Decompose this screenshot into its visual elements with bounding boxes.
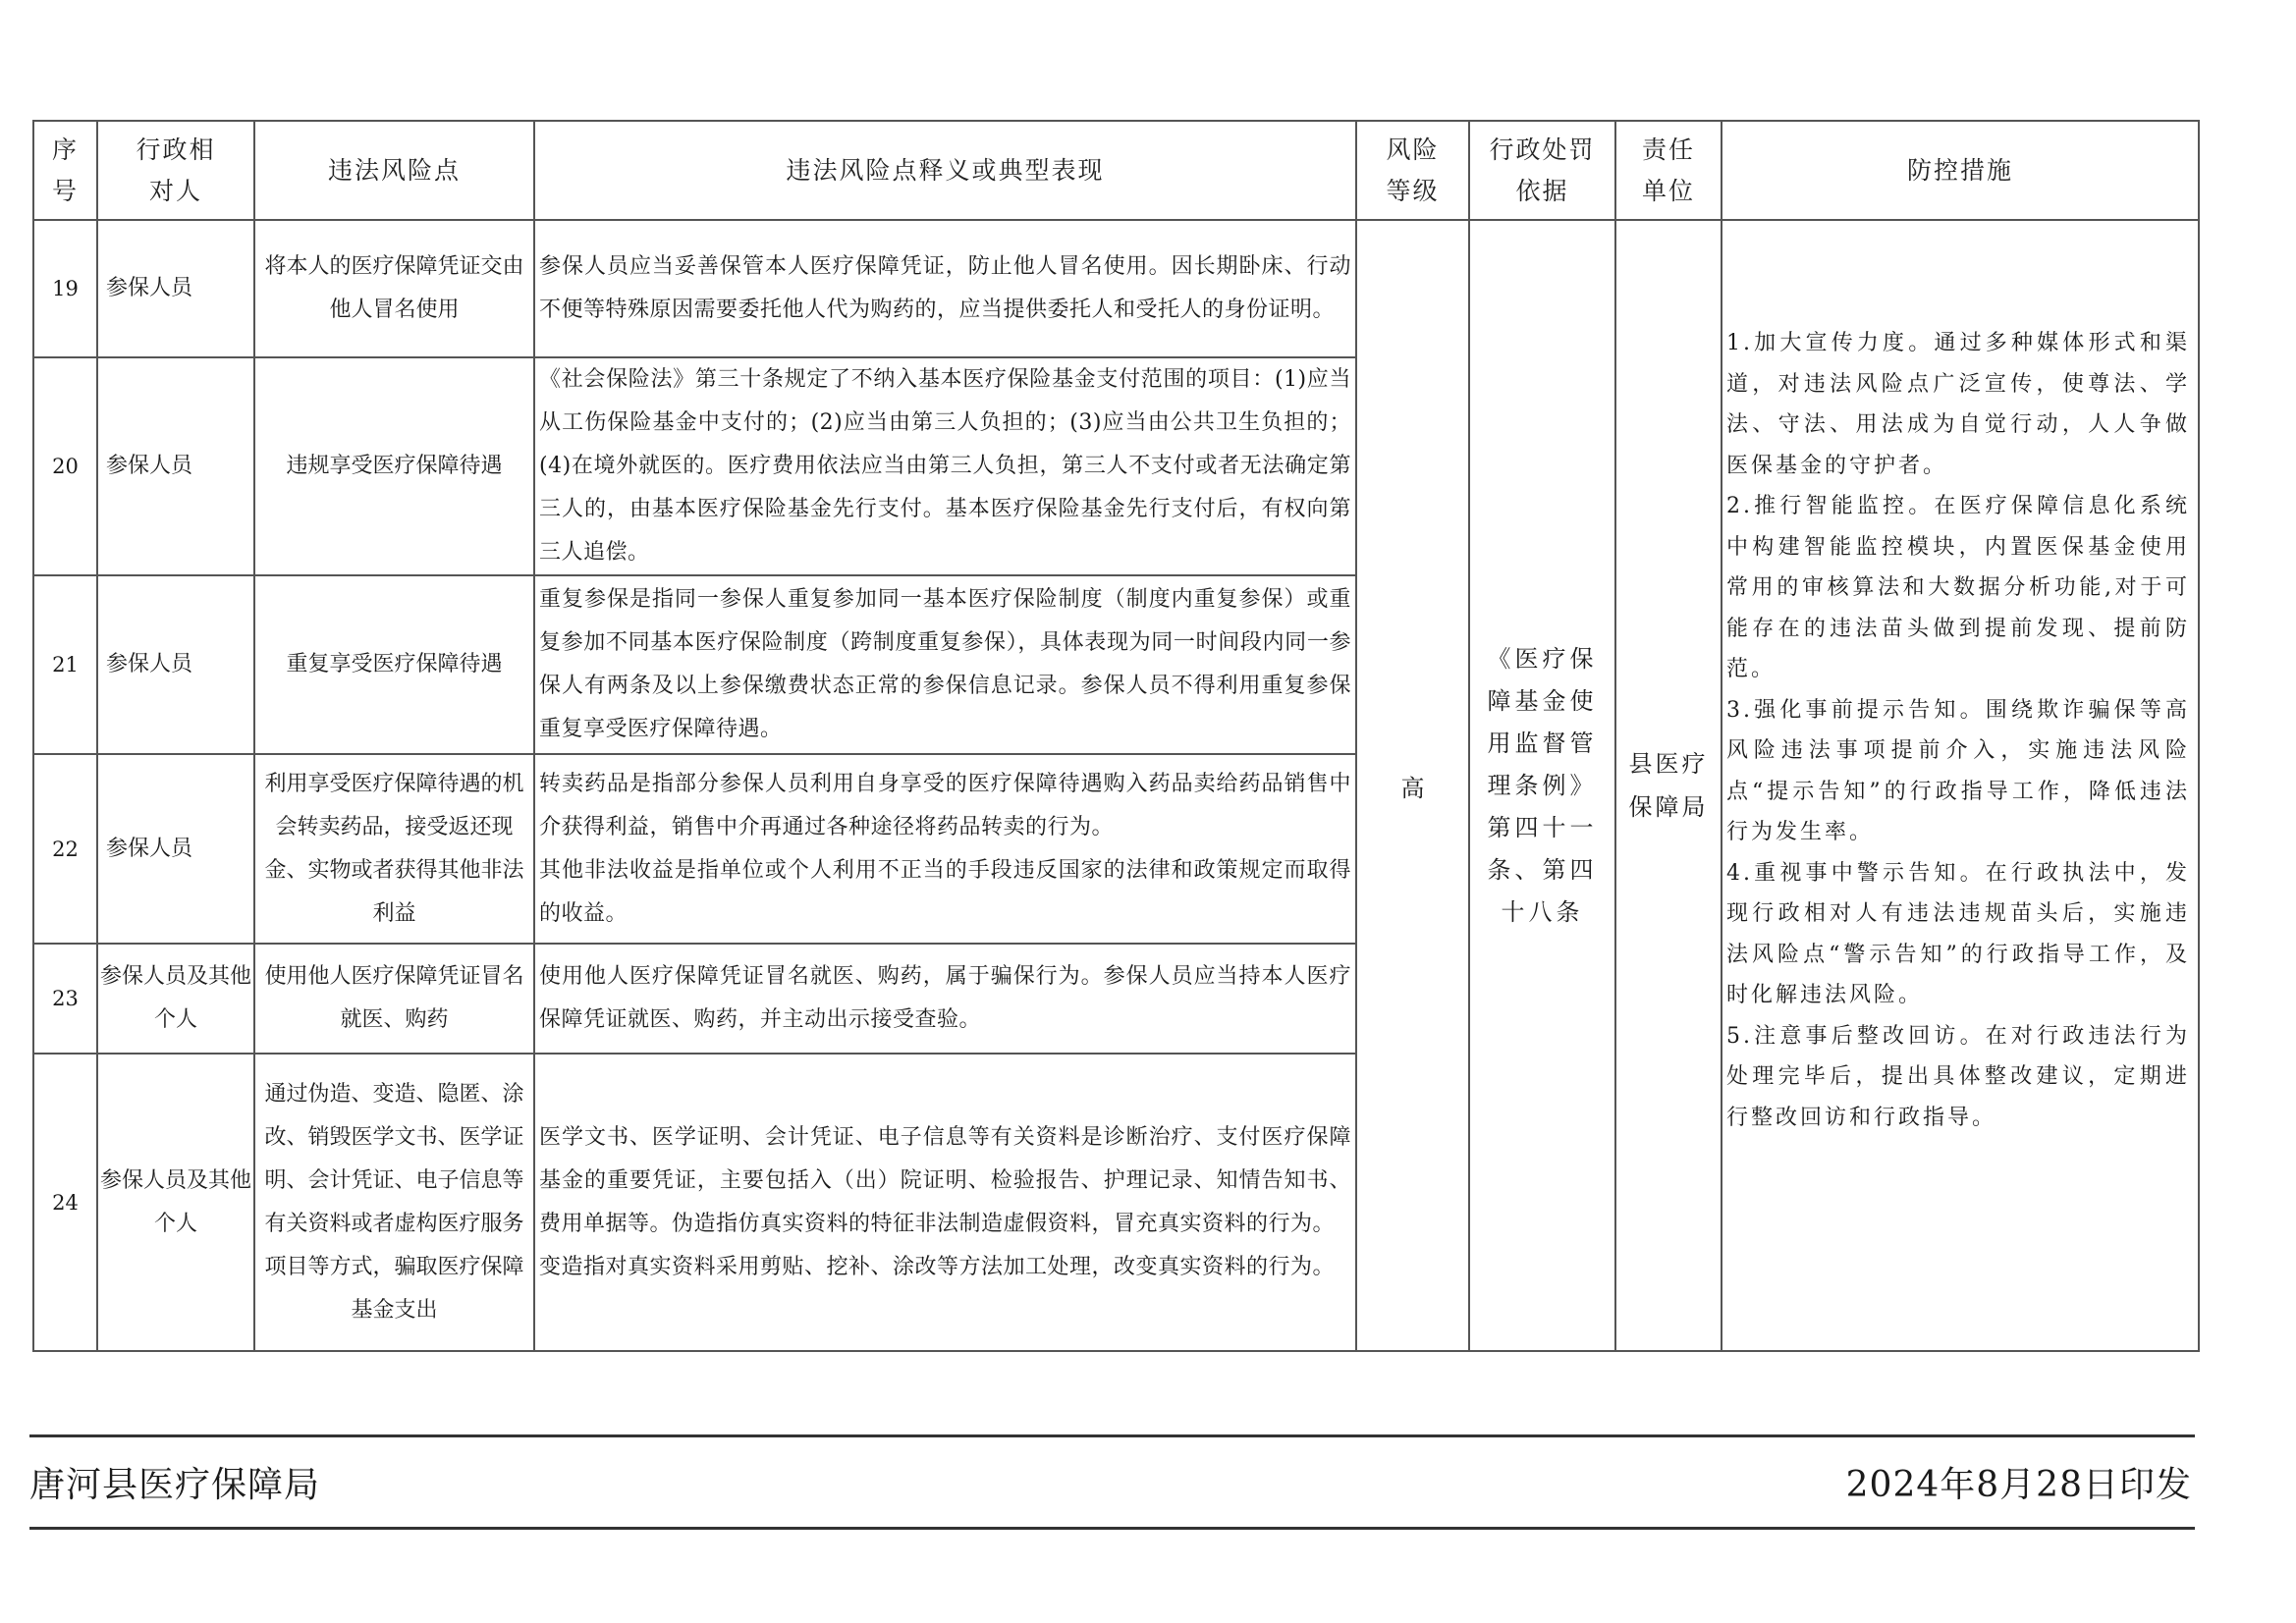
- header-risk-level: [1356, 121, 1469, 220]
- measure-item: 2.推行智能监控。在医疗保障信息化系统中构建智能监控模块，内置医保基金使用常用的审核算法和大数据分析功能,对于可能存在的违法苗头做到提前发现、提前防范。: [1726, 494, 2190, 681]
- description-paragraph: 使用他人医疗保障凭证冒名就医、购药，属于骗保行为。参保人员应当持本人医疗保障凭证就医、购药，并主动出示接受查验。: [539, 964, 1351, 1032]
- responsible-unit-value: 县医疗保障局: [1615, 220, 1722, 1351]
- header-measures: 防控措施: [1722, 121, 2199, 220]
- row-number: 24: [33, 1054, 97, 1351]
- row-risk-point: 重复享受医疗保障待遇: [254, 575, 534, 754]
- row-number: 19: [33, 220, 97, 357]
- row-subject: 参保人员: [97, 220, 254, 357]
- header-no: [33, 121, 97, 220]
- row-subject: 参保人员及其他个人: [97, 944, 254, 1054]
- header-no-line-2: 号: [51, 176, 79, 205]
- row-subject: 参保人员: [97, 357, 254, 575]
- header-risk-level-line-2: 等级: [1386, 176, 1440, 205]
- description-paragraph: 变造指对真实资料采用剪贴、挖补、涂改等方法加工处理，改变真实资料的行为。: [539, 1254, 1336, 1279]
- description-paragraph: 医学文书、医学证明、会计凭证、电子信息等有关资料是诊断治疗、支付医疗保障基金的重要凭证，主要包括入（出）院证明、检验报告、护理记录、知情告知书、费用单据等。伪造指仿真实资料的特征非法制造虚假资料，冒充真实资料的行为。: [539, 1124, 1351, 1236]
- row-subject: 参保人员及其他个人: [97, 1054, 254, 1351]
- footer-top-rule: [29, 1434, 2195, 1437]
- header-unit-line-2: 单位: [1641, 176, 1695, 205]
- row-subject: 参保人员: [97, 754, 254, 944]
- issue-date: 2024年8月28日印发: [1845, 1465, 2192, 1505]
- row-number: 20: [33, 357, 97, 575]
- header-basis-line-1: 行政处罚: [1489, 135, 1596, 164]
- row-description: [534, 220, 1356, 357]
- row-number: 22: [33, 754, 97, 944]
- row-description: [534, 357, 1356, 575]
- header-risk-point: 违法风险点: [254, 121, 534, 220]
- prevention-measures: [1722, 220, 2199, 1351]
- row-number: 21: [33, 575, 97, 754]
- header-subject: [97, 121, 254, 220]
- row-description: [534, 944, 1356, 1054]
- row-risk-point: 违规享受医疗保障待遇: [254, 357, 534, 575]
- header-unit-line-1: 责任: [1641, 135, 1695, 164]
- header-subject-line-1: 行政相: [136, 135, 216, 164]
- row-risk-point: 使用他人医疗保障凭证冒名就医、购药: [254, 944, 534, 1054]
- row-risk-point: 将本人的医疗保障凭证交由他人冒名使用: [254, 220, 534, 357]
- row-description: [534, 1054, 1356, 1351]
- footer-bottom-rule: [29, 1527, 2195, 1530]
- row-number: 23: [33, 944, 97, 1054]
- risk-point-table: [32, 120, 2200, 1352]
- description-paragraph: 《社会保险法》第三十条规定了不纳入基本医疗保险基金支付范围的项目：(1)应当从工伤保险基金中支付的；(2)应当由第三人负担的；(3)应当由公共卫生负担的；(4)在境外就医的。医疗费用依法应当由第三人负担，第三人不支付或者无法确定第三人的，由基本医疗保险基金先行支付。基本医疗保险基金先行支付后，有权向第三人追偿。: [539, 367, 1351, 565]
- table-header-row: [33, 121, 2199, 220]
- description-paragraph: 转卖药品是指部分参保人员利用自身享受的医疗保障待遇购入药品卖给药品销售中介获得利益，销售中介再通过各种途径将药品转卖的行为。: [539, 771, 1351, 839]
- row-subject: 参保人员: [97, 575, 254, 754]
- description-paragraph: 参保人员应当妥善保管本人医疗保障凭证，防止他人冒名使用。因长期卧床、行动不便等特殊原因需要委托他人代为购药的，应当提供委托人和受托人的身份证明。: [539, 254, 1351, 322]
- header-unit: [1615, 121, 1722, 220]
- header-description: 违法风险点释义或典型表现: [534, 121, 1356, 220]
- measure-item: 3.强化事前提示告知。围绕欺诈骗保等高风险违法事项提前介入，实施违法风险点“提示告知”的行政指导工作，降低违法行为发生率。: [1726, 697, 2190, 844]
- issuer-name: 唐河县医疗保障局: [29, 1465, 321, 1505]
- header-basis-line-2: 依据: [1515, 176, 1569, 205]
- header-basis: [1469, 121, 1615, 220]
- header-subject-line-2: 对人: [148, 176, 202, 205]
- row-risk-point: 通过伪造、变造、隐匿、涂改、销毁医学文书、医学证明、会计凭证、电子信息等有关资料或者虚构医疗服务项目等方式，骗取医疗保障基金支出: [254, 1054, 534, 1351]
- row-risk-point: 利用享受医疗保障待遇的机会转卖药品，接受返还现金、实物或者获得其他非法利益: [254, 754, 534, 944]
- description-paragraph: 重复参保是指同一参保人重复参加同一基本医疗保险制度（制度内重复参保）或重复参加不同基本医疗保险制度（跨制度重复参保），具体表现为同一时间段内同一参保人有两条及以上参保缴费状态正常的参保信息记录。参保人员不得利用重复参保重复享受医疗保障待遇。: [539, 587, 1351, 741]
- description-paragraph: 其他非法收益是指单位或个人利用不正当的手段违反国家的法律和政策规定而取得的收益。: [539, 857, 1351, 926]
- row-description: [534, 575, 1356, 754]
- measure-item: 5.注意事后整改回访。在对行政违法行为处理完毕后，提出具体整改建议，定期进行整改回访和行政指导。: [1726, 1023, 2190, 1130]
- table-row: [33, 220, 2199, 357]
- header-no-line-1: 序: [51, 135, 79, 164]
- risk-level-value: 高: [1356, 220, 1469, 1351]
- measure-item: 1.加大宣传力度。通过多种媒体形式和渠道，对违法风险点广泛宣传，使尊法、学法、守法、用法成为自觉行动，人人争做医保基金的守护者。: [1726, 331, 2190, 478]
- measure-item: 4.重视事中警示告知。在行政执法中，发现行政相对人有违法违规苗头后，实施违法风险点“警示告知”的行政指导工作，及时化解违法风险。: [1726, 860, 2190, 1007]
- header-risk-level-line-1: 风险: [1386, 135, 1440, 164]
- penalty-basis-value: 《医疗保障基金使用监督管理条例》第四十一条、第四十八条: [1469, 220, 1615, 1351]
- row-description: [534, 754, 1356, 944]
